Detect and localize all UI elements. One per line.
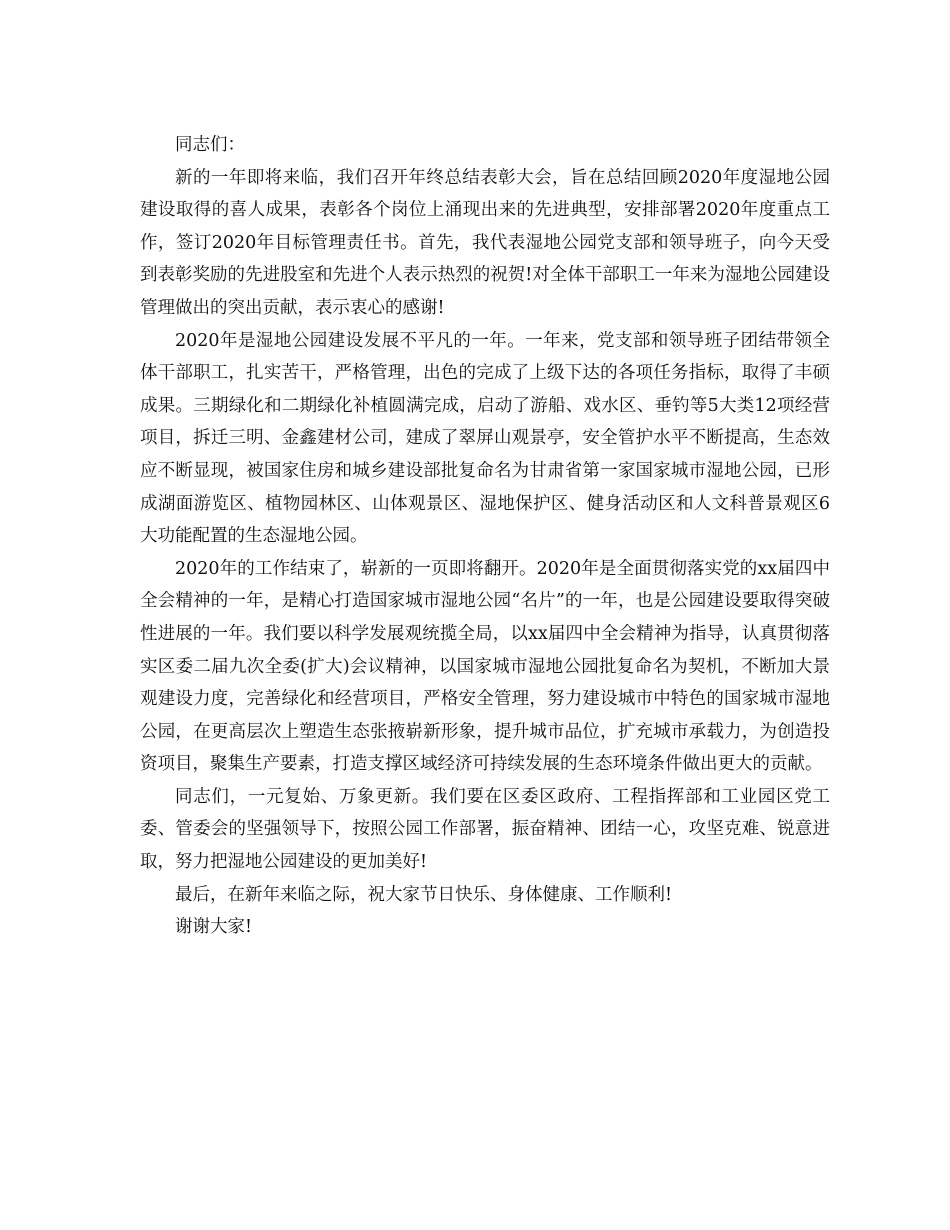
paragraph-achievements: 2020年是湿地公园建设发展不平凡的一年。一年来，党支部和领导班子团结带领全体干部职工，扎实苦干，严格管理，出色的完成了上级下达的各项任务指标，取得了丰硕成果。三期绿化和二期绿化补植圆满完成，启动了游船、戏水区、垂钓等5大类12项经营项目，拆迁三明、金鑫建材公司，建成了翠屏山观景亭，安全管护水平不断提高，生态效应不断显现，被国家住房和城乡建设部批复命名为甘肃省第一家国家城市湿地公园，已形成湖面游览区、植物园林区、山体观景区、湿地保护区、健身活动区和人文科普景观区6大功能配置的生态湿地公园。 <box>140 330 830 547</box>
document-body <box>140 129 830 944</box>
paragraph-opening: 新的一年即将来临，我们召开年终总结表彰大会，旨在总结回顾2020年度湿地公园建设取得的喜人成果，表彰各个岗位上涌现出来的先进典型，安排部署2020年度重点工作，签订2020年目标管理责任书。首先，我代表湿地公园党支部和领导班子，向今天受到表彰奖励的先进股室和先进个人表示热烈的祝贺!对全体干部职工一年来为湿地公园建设管理做出的突出贡献，表示衷心的感谢! <box>140 167 830 318</box>
paragraph-call-to-action: 同志们，一元复始、万象更新。我们要在区委区政府、工程指挥部和工业园区党工委、管委会的坚强领导下，按照公园工作部署，振奋精神、团结一心，攻坚克难、锐意进取，努力把湿地公园建设的更加美好! <box>140 786 830 873</box>
salutation: 同志们： <box>175 135 245 155</box>
paragraph-outlook: 2020年的工作结束了，崭新的一页即将翻开。2020年是全面贯彻落实党的xx届四中全会精神的一年，是精心打造国家城市湿地公园“名片”的一年，也是公园建设要取得突破性进展的一年。我们要以科学发展观统揽全局，以xx届四中全会精神为指导，认真贯彻落实区委二届九次全委(扩大)会议精神，以国家城市湿地公园批复命名为契机，不断加大景观建设力度，完善绿化和经营项目，严格安全管理，努力建设城市中特色的国家城市湿地公园，在更高层次上塑造生态张掖崭新形象，提升城市品位，扩充城市承载力，为创造投资项目，聚集生产要素，打造支撑区域经济可持续发展的生态环境条件做出更大的贡献。 <box>140 558 830 775</box>
closing: 谢谢大家! <box>175 917 253 938</box>
paragraph-wishes: 最后，在新年来临之际，祝大家节日快乐、身体健康、工作顺利! <box>175 884 673 905</box>
